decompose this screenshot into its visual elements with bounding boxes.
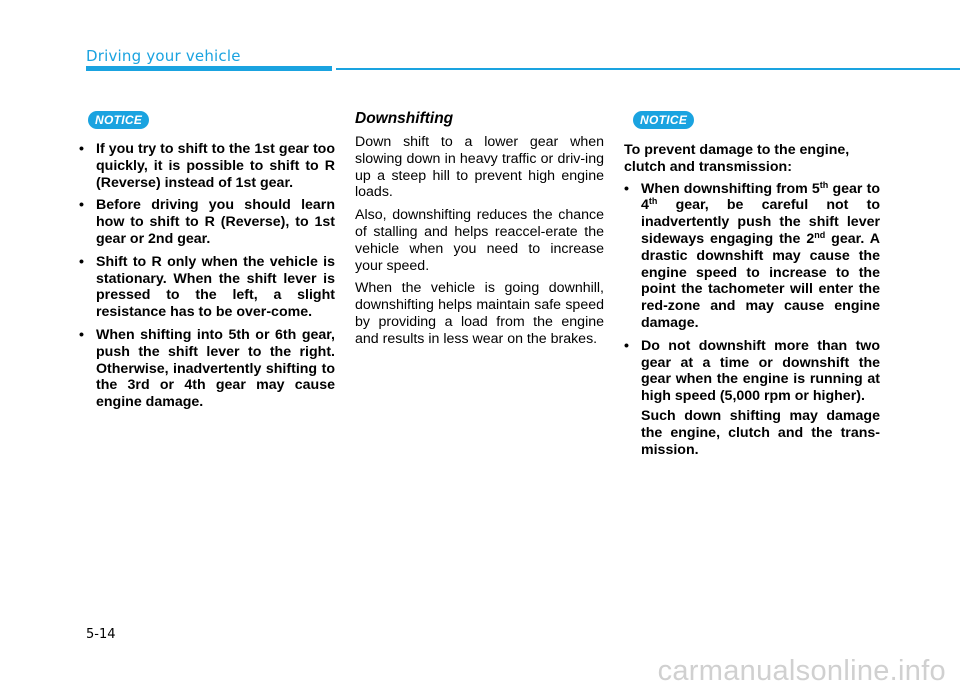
list-item-text: gear. A drastic downshift may cause the engine speed to increase to the point the tachometer will enter the red-zone and may cause engine damage. — [641, 230, 880, 331]
column-left — [79, 111, 335, 417]
list-item-text: gear, be careful not to inadvertently push the shift lever sideways engaging the 2 — [641, 197, 880, 247]
list-item: • Shift to R only when the vehicle is stationary. When the shift lever is pressed to the left, a slight resistance has to be over-come. — [79, 254, 335, 321]
watermark: carmanualsonline.info — [657, 655, 946, 687]
column-right — [624, 111, 880, 458]
paragraph: Also, downshifting reduces the chance of stalling and helps reaccel-erate the vehicle when you need to increase your speed. — [355, 207, 604, 274]
list-item: • Do not downshift more than two gear at a time or downshift the gear when the engine is running at high speed (5,000 rpm or higher). — [624, 338, 880, 405]
notice-badge: NOTICE — [88, 111, 149, 129]
superscript: th — [819, 179, 829, 190]
list-item: • Before driving you should learn how to shift to R (Reverse), to 1st gear or 2nd gear. — [79, 197, 335, 247]
list-item: • If you try to shift to the 1st gear too quickly, it is possible to shift to R (Reverse) instead of 1st gear. — [79, 141, 335, 191]
header-rule-thick — [86, 66, 332, 71]
list-item — [624, 181, 880, 332]
list-item-text: When downshifting from 5 — [641, 180, 820, 197]
notice-badge: NOTICE — [633, 111, 694, 129]
superscript: nd — [814, 229, 826, 240]
header-rule-thin — [336, 68, 960, 70]
downshifting-heading: Downshifting — [355, 110, 454, 127]
page-number: 5-14 — [86, 627, 116, 642]
paragraph: When the vehicle is going downhill, downshifting helps maintain safe speed by providing a load from the engine and results in less wear on the brakes. — [355, 280, 604, 347]
notice-intro: To prevent damage to the engine, clutch and transmission: — [624, 142, 850, 175]
notice-list — [79, 141, 335, 411]
list-item: • When shifting into 5th or 6th gear, push the shift lever to the right. Otherwise, inadvertently shifting to the 3rd or 4th gear may cause engine damage. — [79, 327, 335, 411]
notice-continuation: Such down shifting may damage the engine, clutch and the trans-mission. — [641, 407, 880, 458]
notice-list — [624, 181, 880, 405]
superscript: th — [648, 196, 658, 207]
list-item-text: gear to 4 — [641, 180, 880, 214]
paragraph: Down shift to a lower gear when slowing down in heavy traffic or driv-ing up a steep hill to prevent high engine loads. — [355, 134, 604, 201]
section-title: Driving your vehicle — [86, 47, 241, 65]
column-middle — [355, 110, 604, 354]
